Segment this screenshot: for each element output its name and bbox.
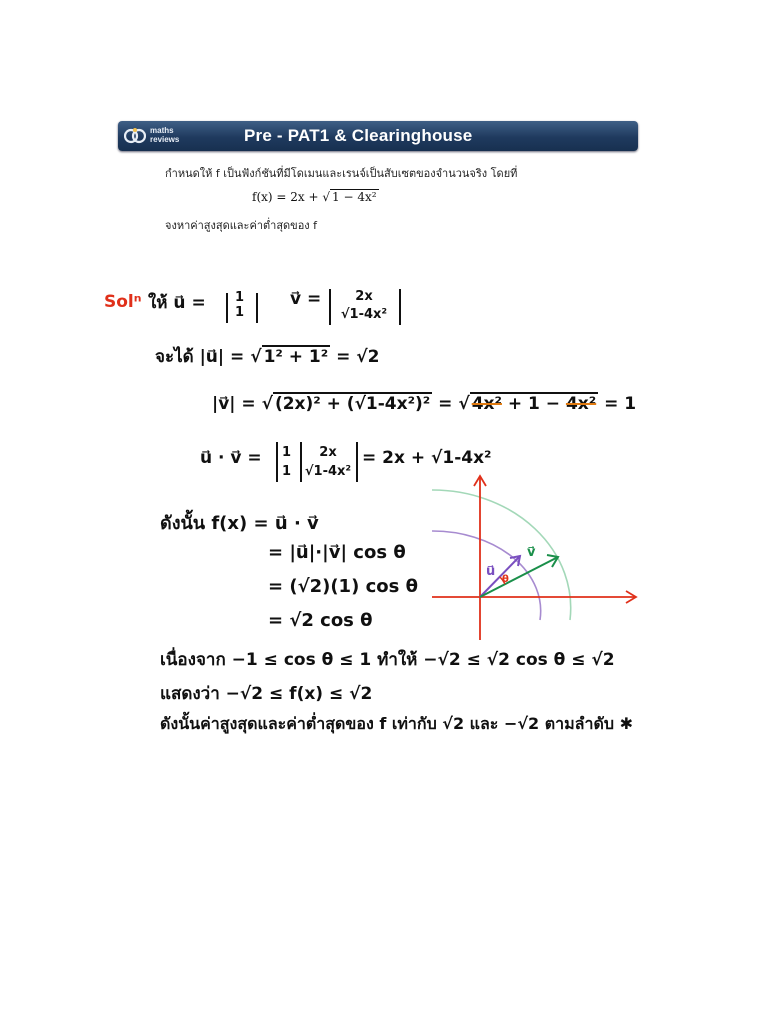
v-top: 2x bbox=[355, 289, 373, 304]
logo-line-2: reviews bbox=[150, 135, 180, 144]
norm-u-radicand: 1² + 1² bbox=[263, 347, 329, 367]
solution-label: Solⁿ bbox=[104, 292, 142, 312]
line-define-v: v⃗ = bbox=[290, 289, 322, 309]
theta-label: θ bbox=[502, 574, 509, 585]
cancel-term-2: 4x² bbox=[565, 394, 597, 414]
norm-v-radicand: (2x)² + (√1-4x²)² bbox=[274, 394, 431, 414]
v-bot: √1-4x² bbox=[340, 307, 388, 322]
u-bot: 1 bbox=[235, 305, 245, 320]
line-norm-product: = |u⃗|·|v⃗| cos θ bbox=[268, 542, 406, 563]
question-line-2: จงหาค่าสูงสุดและค่าต่ำสุดของ f bbox=[165, 219, 318, 232]
dot-v-top: 2x bbox=[319, 445, 337, 460]
line-define-u: ให้ u⃗ = bbox=[148, 293, 206, 313]
formula-sqrt: √ 1 − 4x² bbox=[322, 190, 377, 204]
line-conclusion: ดังนั้นค่าสูงสุดและค่าต่ำสุดของ f เท่ากับ √2 และ −√2 ตามลำดับ ✱ bbox=[160, 714, 633, 733]
norm-v-prefix: |v⃗| = bbox=[212, 394, 256, 414]
line-therefore-fx: ดังนั้น f(x) = u⃗ · v⃗ bbox=[160, 513, 319, 534]
banner-title: Pre - PAT1 & Clearinghouse bbox=[244, 126, 473, 145]
line-sqrt2-cos: = √2 cos θ bbox=[268, 610, 373, 631]
dot-product-result: = 2x + √1-4x² bbox=[362, 448, 492, 468]
line-dot-product: u⃗ · v⃗ = bbox=[200, 448, 262, 468]
dot-u-top: 1 bbox=[282, 445, 292, 460]
norm-v-sqrt: √ (2x)² + (√1-4x²)² bbox=[261, 394, 431, 414]
dot-u-bot: 1 bbox=[282, 464, 292, 479]
line-shows: แสดงว่า −√2 ≤ f(x) ≤ √2 bbox=[160, 684, 373, 704]
formula-lhs: f(x) = 2x + bbox=[252, 190, 319, 204]
logo-line-1: maths bbox=[150, 126, 174, 135]
norm-u-result: = √2 bbox=[336, 347, 380, 367]
norm-v-result: = 1 bbox=[604, 394, 637, 414]
norm-v-equals: = bbox=[438, 394, 453, 414]
norm-v-sqrt-2: √ 4x² + 1 − 4x² bbox=[458, 394, 597, 414]
cancel-term-1: 4x² bbox=[471, 394, 502, 414]
line-since-cos: เนื่องจาก −1 ≤ cos θ ≤ 1 ทำให้ −√2 ≤ √2 cos θ ≤ √2 bbox=[160, 650, 615, 670]
dot-v-bot: √1-4x² bbox=[304, 464, 352, 479]
question-line-1: กำหนดให้ f เป็นฟังก์ชันที่มีโดเมนและเรนจ์เป็นสับเซตของจำนวนจริง โดยที่ bbox=[165, 167, 518, 180]
v-label: v⃗ bbox=[527, 545, 536, 560]
formula-radicand: 1 − 4x² bbox=[332, 190, 377, 204]
u-label: u⃗ bbox=[486, 564, 496, 579]
norm-u-sqrt: √ 1² + 1² bbox=[250, 347, 329, 367]
norm-u-prefix: จะได้ |u⃗| = bbox=[155, 347, 245, 367]
line-substitute: = (√2)(1) cos θ bbox=[268, 576, 418, 597]
norm-v-plus: + 1 − bbox=[507, 394, 561, 414]
u-top: 1 bbox=[235, 290, 245, 305]
